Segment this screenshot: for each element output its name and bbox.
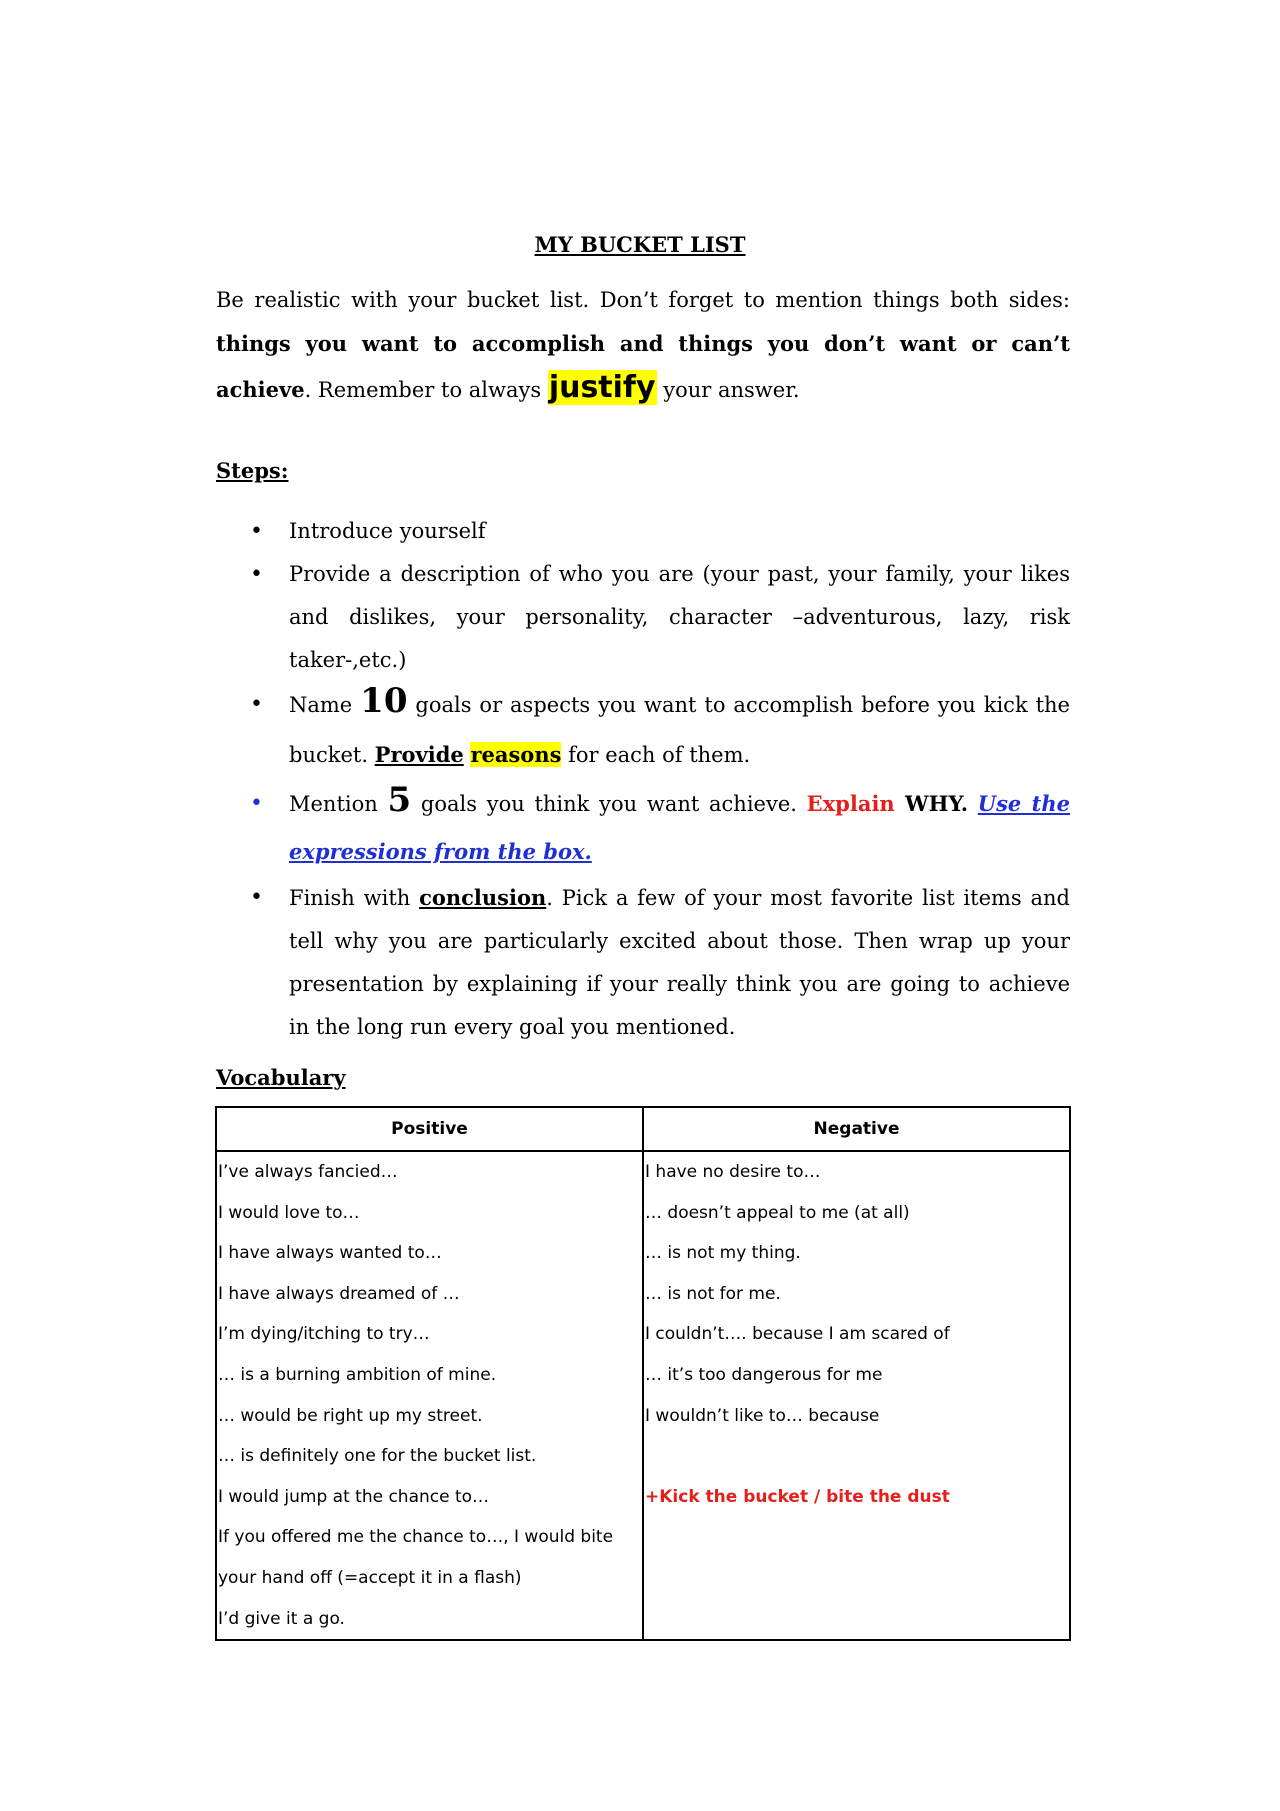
- bullet-icon: •: [250, 885, 263, 910]
- expressions-link[interactable]: Use the expressions from the box.: [289, 791, 1070, 864]
- negative-phrase-empty: [644, 1436, 1069, 1477]
- conclusion-text: conclusion: [419, 885, 547, 910]
- intro-text-3: your answer.: [656, 378, 800, 402]
- bullet-icon: •: [250, 791, 263, 816]
- justify-highlight: justify: [548, 370, 656, 405]
- step-5-pre: Finish with: [289, 886, 420, 910]
- negative-phrase: I wouldn’t like to… because: [645, 1405, 880, 1426]
- step-1-text: Introduce yourself: [289, 519, 486, 543]
- negative-phrase: … it’s too dangerous for me: [645, 1364, 883, 1385]
- step-4-pre: Mention: [289, 792, 388, 816]
- positive-phrase: I would jump at the chance to…: [218, 1486, 490, 1507]
- vocabulary-heading: Vocabulary: [216, 1065, 346, 1090]
- positive-header: Positive: [216, 1107, 643, 1151]
- idiom-phrase: +Kick the bucket / bite the dust: [645, 1486, 950, 1507]
- negative-header: Negative: [643, 1107, 1070, 1151]
- positive-column: [216, 1151, 643, 1640]
- list-item: [216, 510, 1070, 553]
- positive-phrase: I have always dreamed of …: [218, 1283, 460, 1304]
- intro-bold-text: things you want to accomplish and things you don’t want or can’t achieve: [216, 331, 1070, 402]
- positive-phrase: I have always wanted to…: [218, 1243, 442, 1264]
- step-3-mid: goals or aspects you want to accomplish before you kick the bucket.: [289, 693, 1070, 767]
- vocabulary-table: [215, 1106, 1071, 1641]
- explain-text: Explain: [806, 791, 895, 816]
- why-text: WHY.: [894, 791, 969, 816]
- step-4-mid: goals you think you want achieve.: [411, 792, 807, 816]
- positive-phrase: I’ve always fancied…: [218, 1162, 398, 1182]
- bullet-icon: •: [250, 562, 263, 587]
- reasons-highlight: reasons: [470, 742, 562, 767]
- steps-list: [216, 510, 1070, 1049]
- list-item: [216, 680, 1070, 780]
- steps-heading: Steps:: [216, 458, 289, 483]
- negative-phrase: … doesn’t appeal to me (at all): [645, 1202, 910, 1223]
- positive-phrase: If you offered me the chance to…, I would bite: [218, 1527, 614, 1548]
- negative-phrase: … is not my thing.: [645, 1243, 801, 1264]
- positive-phrase: I’m dying/itching to try…: [218, 1324, 430, 1345]
- step-2-text: Provide a description of who you are (your past, your family, your likes and dislikes, your personality, character –adventurous, lazy, risk taker-,etc.): [289, 562, 1070, 672]
- intro-text-2: . Remember to always: [304, 378, 548, 402]
- table-row: [216, 1151, 1070, 1640]
- positive-phrase: your hand off (=accept it in a flash): [218, 1567, 522, 1588]
- positive-phrase: I would love to…: [218, 1202, 360, 1223]
- intro-paragraph: [216, 279, 1070, 412]
- negative-phrase: … is not for me.: [645, 1283, 781, 1304]
- page-title: MY BUCKET LIST: [534, 232, 746, 257]
- provide-text: Provide: [374, 742, 464, 767]
- step-3-post: for each of them.: [561, 743, 751, 767]
- number-ten: 10: [360, 681, 408, 721]
- step-3-pre: Name: [289, 693, 361, 717]
- positive-phrase: … is a burning ambition of mine.: [218, 1364, 497, 1385]
- positive-phrase: … is definitely one for the bucket list.: [218, 1446, 537, 1467]
- step-5-post: . Pick a few of your most favorite list items and tell why you are particularly excited about those. Then wrap up your presentation by explaining if your really think you are going to achieve in the long run every goal you mentioned.: [289, 886, 1070, 1039]
- table-header-row: [216, 1107, 1070, 1151]
- list-item: [216, 876, 1070, 1049]
- list-item: [216, 780, 1070, 876]
- positive-phrase: … would be right up my street.: [218, 1405, 483, 1426]
- bullet-icon: •: [250, 519, 263, 544]
- bullet-icon: •: [250, 692, 263, 717]
- list-item: [216, 553, 1070, 682]
- negative-column: [643, 1151, 1070, 1640]
- positive-phrase: I’d give it a go.: [218, 1608, 345, 1629]
- negative-phrase: I have no desire to…: [645, 1162, 821, 1182]
- negative-phrase: I couldn’t…. because I am scared of: [645, 1324, 950, 1345]
- number-five: 5: [387, 780, 412, 820]
- intro-text-1: Be realistic with your bucket list. Don’t forget to mention things both sides:: [216, 288, 1070, 312]
